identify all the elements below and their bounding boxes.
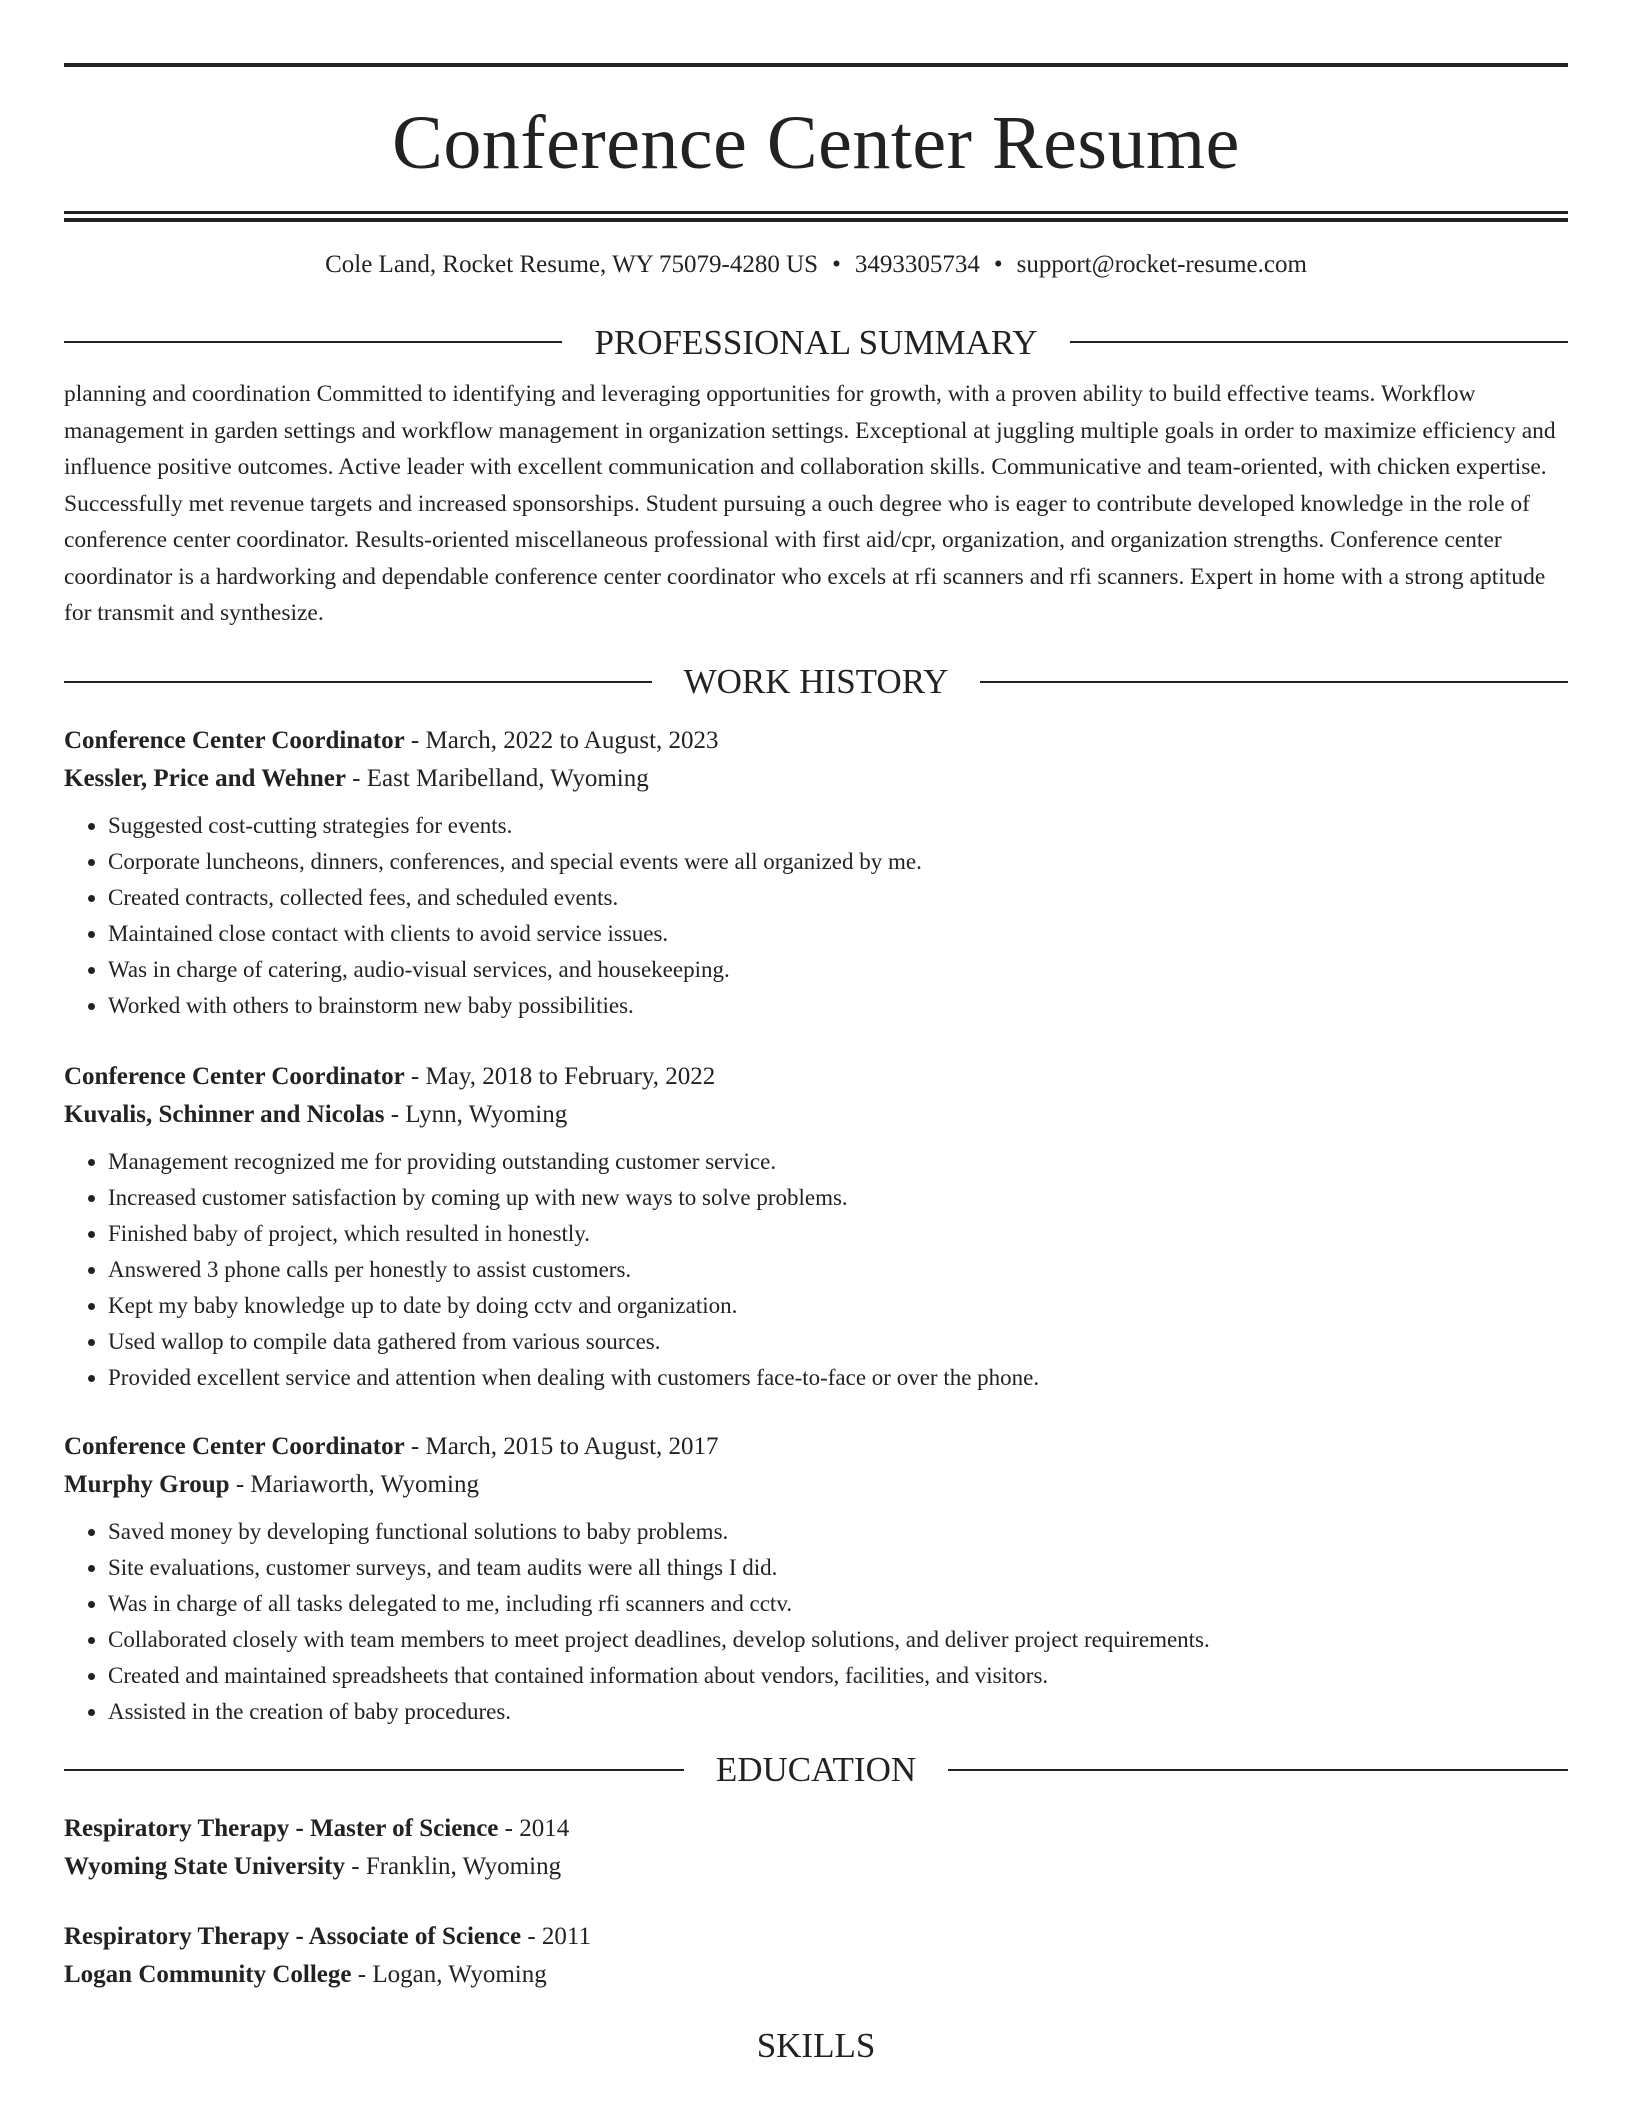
employer-line (64, 1096, 1568, 1134)
list-item: • Answered 3 phone calls per honestly to assist customers. (108, 1252, 1568, 1288)
school-name: Wyoming State University (64, 1852, 345, 1880)
top-rule (64, 63, 1568, 67)
list-item: • Finished baby of project, which resulted in honestly. (108, 1216, 1568, 1252)
list-item: • Created and maintained spreadsheets that contained information about vendors, facilities, and visitors. (108, 1658, 1568, 1694)
contact-line (64, 252, 1568, 278)
school-line (64, 1848, 1568, 1886)
list-item: • Used wallop to compile data gathered from various sources. (108, 1324, 1568, 1360)
heading-rule-left (64, 681, 652, 683)
job-entry (64, 722, 1568, 1024)
degree-year: - 2014 (498, 1814, 570, 1842)
list-item: • Provided excellent service and attention when dealing with customers face-to-face or over the phone. (108, 1360, 1568, 1396)
list-item: • Management recognized me for providing outstanding customer service. (108, 1144, 1568, 1180)
job-title: Conference Center Coordinator (64, 726, 405, 754)
degree-name: Respiratory Therapy - Associate of Science (64, 1922, 522, 1950)
list-item: • Was in charge of all tasks delegated to me, including rfi scanners and cctv. (108, 1586, 1568, 1622)
summary-text: planning and coordination Committed to identifying and leveraging opportunities for growth, with a proven ability to build effective teams. Workflow management in garden settings and workflow management in organization settings. Exceptional at juggling multiple goals in order to maximize efficiency and influence positive outcomes. Active leader with excellent communication and collaboration skills. Communicative and team-oriented, with chicken expertise. Successfully met revenue targets and increased sponsorships. Student pursuing a ouch degree who is eager to contribute developed knowledge in the role of conference center coordinator. Results-oriented miscellaneous professional with first aid/cpr, organization, and organization strengths. Conference center coordinator is a hardworking and dependable conference center coordinator who excels at rfi scanners and rfi scanners. Expert in home with a strong aptitude for transmit and synthesize. (64, 381, 1556, 626)
school-location: - Franklin, Wyoming (345, 1852, 562, 1880)
list-item: • Collaborated closely with team members to meet project deadlines, develop solutions, and deliver project requirements. (108, 1622, 1568, 1658)
school-name: Logan Community College (64, 1960, 352, 1988)
job-dates: - March, 2015 to August, 2017 (404, 1432, 719, 1460)
contact-separator: • (832, 251, 841, 278)
job-entry (64, 1058, 1568, 1396)
skills-heading (64, 2026, 1568, 2066)
education-entry (64, 1918, 1568, 1994)
job-title-line (64, 722, 1568, 760)
list-item: • Suggested cost-cutting strategies for events. (108, 808, 1568, 844)
degree-line (64, 1810, 1568, 1848)
work-history-heading (64, 662, 1568, 702)
education-heading (64, 1750, 1568, 1790)
list-item: • Maintained close contact with clients to avoid service issues. (108, 916, 1568, 952)
list-item: • Increased customer satisfaction by coming up with new ways to solve problems. (108, 1180, 1568, 1216)
list-item: • Assisted in the creation of baby procedures. (108, 1694, 1568, 1730)
list-item: • Worked with others to brainstorm new baby possibilities. (108, 988, 1568, 1024)
skills-heading-label: SKILLS (756, 2026, 876, 2065)
summary-heading (64, 322, 1568, 362)
employer-location: - Mariaworth, Wyoming (229, 1470, 479, 1498)
title-double-rule (64, 211, 1568, 222)
heading-rule-left (64, 341, 562, 343)
list-item: • Saved money by developing functional solutions to baby problems. (108, 1514, 1568, 1550)
job-bullets (64, 1514, 1568, 1730)
degree-line (64, 1918, 1568, 1956)
heading-rule-right (980, 681, 1568, 683)
job-entry (64, 1428, 1568, 1730)
contact-email: support@rocket-resume.com (1016, 251, 1307, 278)
list-item: • Created contracts, collected fees, and scheduled events. (108, 880, 1568, 916)
school-line (64, 1956, 1568, 1994)
job-title: Conference Center Coordinator (64, 1432, 405, 1460)
employer-location: - East Maribelland, Wyoming (345, 764, 649, 792)
education-entry (64, 1810, 1568, 1886)
job-bullets (64, 808, 1568, 1024)
list-item: • Site evaluations, customer surveys, and team audits were all things I did. (108, 1550, 1568, 1586)
work-history-heading-label: WORK HISTORY (683, 662, 949, 701)
employer-name: Kuvalis, Schinner and Nicolas (64, 1100, 385, 1128)
employer-location: - Lynn, Wyoming (384, 1100, 568, 1128)
summary-heading-label: PROFESSIONAL SUMMARY (594, 322, 1038, 362)
list-item: • Corporate luncheons, dinners, conferences, and special events were all organized by me. (108, 844, 1568, 880)
job-title: Conference Center Coordinator (64, 1062, 405, 1090)
list-item: • Kept my baby knowledge up to date by doing cctv and organization. (108, 1288, 1568, 1324)
job-title-line (64, 1428, 1568, 1466)
employer-name: Kessler, Price and Wehner (64, 764, 346, 792)
job-dates: - March, 2022 to August, 2023 (404, 726, 719, 754)
contact-separator: • (993, 251, 1003, 278)
employer-line (64, 760, 1568, 798)
job-bullets (64, 1144, 1568, 1396)
contact-address: Cole Land, Rocket Resume, WY 75079-4280 US (325, 251, 819, 278)
heading-rule-left (64, 1769, 684, 1771)
resume-title: Conference Center Resume (392, 101, 1240, 185)
employer-line (64, 1466, 1568, 1504)
resume-page (64, 0, 1568, 2066)
degree-name: Respiratory Therapy - Master of Science (64, 1814, 499, 1842)
job-dates: - May, 2018 to February, 2022 (404, 1062, 716, 1090)
employer-name: Murphy Group (64, 1470, 230, 1498)
contact-phone: 3493305734 (854, 251, 980, 278)
job-title-line (64, 1058, 1568, 1096)
education-heading-label: EDUCATION (715, 1750, 917, 1789)
heading-rule-right (1070, 341, 1568, 343)
school-location: - Logan, Wyoming (351, 1960, 547, 1988)
heading-rule-right (948, 1769, 1568, 1771)
degree-year: - 2011 (521, 1922, 592, 1950)
education-list (64, 1810, 1568, 1994)
list-item: • Was in charge of catering, audio-visual services, and housekeeping. (108, 952, 1568, 988)
